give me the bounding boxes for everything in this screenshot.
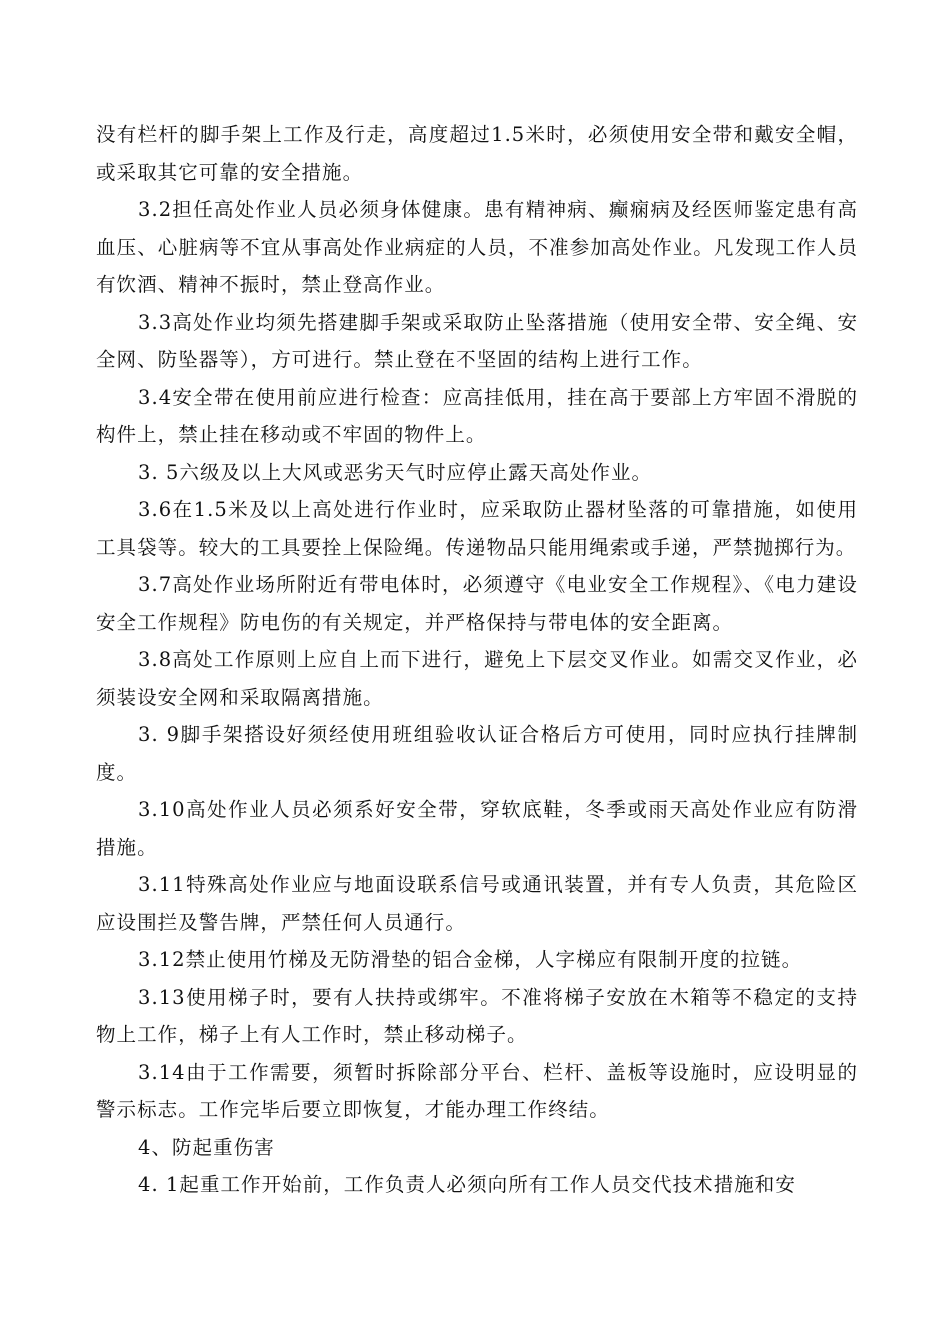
paragraph-3-9: 3. 9脚手架搭设好须经使用班组验收认证合格后方可使用，同时应执行挂牌制度。 xyxy=(96,723,858,784)
paragraph-continuation: 没有栏杆的脚手架上工作及行走，高度超过1.5米时，必须使用安全带和戴安全帽，或采取其它可靠的安全措施。 xyxy=(96,123,858,184)
paragraph-3-12: 3.12禁止使用竹梯及无防滑垫的铝合金梯，人字梯应有限制开度的拉链。 xyxy=(138,948,803,971)
paragraph-3-4: 3.4安全带在使用前应进行检查：应高挂低用，挂在高于要部上方牢固不滑脱的构件上，禁止挂在移动或不牢固的物件上。 xyxy=(96,385,858,446)
paragraph-3-8: 3.8高处工作原则上应自上而下进行，避免上下层交叉作业。如需交叉作业，必须装设安全网和采取隔离措施。 xyxy=(96,648,858,709)
paragraph-3-10: 3.10高处作业人员必须系好安全带，穿软底鞋，冬季或雨天高处作业应有防滑措施。 xyxy=(96,798,858,859)
paragraph-4-1: 4. 1起重工作开始前，工作负责人必须向所有工作人员交代技术措施和安 xyxy=(138,1173,796,1196)
paragraph-3-11: 3.11特殊高处作业应与地面设联系信号或通讯装置，并有专人负责，其危险区应设围拦及警告牌，严禁任何人员通行。 xyxy=(96,873,858,934)
paragraph-3-3: 3.3高处作业均须先搭建脚手架或采取防止坠落措施（使用安全带、安全绳、安全网、防坠器等），方可进行。禁止登在不坚固的结构上进行工作。 xyxy=(96,310,858,371)
paragraph-3-14: 3.14由于工作需要，须暂时拆除部分平台、栏杆、盖板等设施时，应设明显的警示标志。工作完毕后要立即恢复，才能办理工作终结。 xyxy=(96,1060,858,1121)
paragraph-3-5: 3. 5六级及以上大风或恶劣天气时应停止露天高处作业。 xyxy=(138,460,653,484)
section-heading-4: 4、防起重伤害 xyxy=(138,1135,275,1159)
paragraph-3-13: 3.13使用梯子时，要有人扶持或绑牢。不准将梯子安放在木箱等不稳定的支持物上工作，梯子上有人工作时，禁止移动梯子。 xyxy=(96,985,858,1046)
paragraph-3-2: 3.2担任高处作业人员必须身体健康。患有精神病、癫痫病及经医师鉴定患有高血压、心脏病等不宜从事高处作业病症的人员，不准参加高处作业。凡发现工作人员有饮酒、精神不振时，禁止登高作业。 xyxy=(96,198,858,296)
paragraph-3-6: 3.6在1.5米及以上高处进行作业时，应采取防止器材坠落的可靠措施，如使用工具袋等。较大的工具要拴上保险绳。传递物品只能用绳索或手递，严禁抛掷行为。 xyxy=(96,498,858,559)
paragraph-3-7: 3.7高处作业场所附近有带电体时，必须遵守《电业安全工作规程》、《电力建设安全工作规程》防电伤的有关规定，并严格保持与带电体的安全距离。 xyxy=(96,573,858,634)
document-page xyxy=(96,116,858,1204)
